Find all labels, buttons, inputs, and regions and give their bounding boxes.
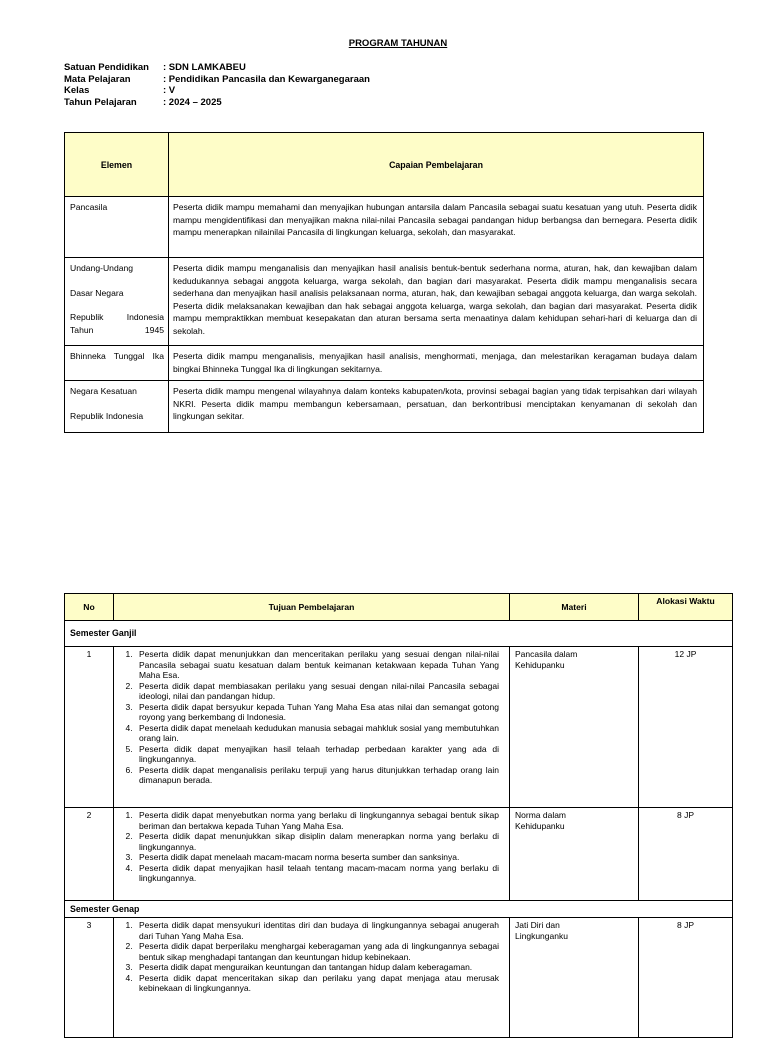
capaian-header: Capaian Pembelajaran — [169, 133, 704, 197]
semester-row — [65, 621, 733, 647]
elemen-text: Dasar Negara — [70, 287, 124, 298]
materi-cell — [510, 647, 639, 808]
materi-text: Kehidupanku — [515, 659, 565, 670]
elemen-cell — [65, 381, 169, 433]
capaian-cell: Peserta didik mampu menganalisis dan menyajikan hasil analisis bentuk-bentuk sederhana norma, aturan, hak, dan kewajiban dalam kedudukannya sebagai anggota keluarga, warga sekolah, dan bagian dari masyarakat. Peserta didik mampu menganalisis secara sederhana dan menyajikan hasil analisis pelaksanaan norma, aturan, hak, dan kewajiban sebagai anggota keluarga, dan warga sekolah. Peserta didik melaksanakan kewajiban dan hak sebagai anggota keluarga, warga sekolah, dan bagian dari masyarakat. Peserta didik mampu mempraktikkan membuat kesepakatan dan aturan bersama serta menaatinya dalam kehidupan sehari-hari di keluarga dan di sekolah. — [169, 258, 704, 346]
identity-row — [64, 85, 370, 97]
elemen-cell — [65, 258, 169, 346]
elemen-text: Undang-Undang — [70, 263, 134, 273]
identity-label: Kelas — [64, 85, 90, 96]
elemen-header: Elemen — [65, 133, 169, 197]
list-item: 5. Peserta didik dapat menyajikan hasil telaah terhadap perbedaan karakter yang ada di lingkungannya. — [135, 744, 499, 765]
identity-label: Mata Pelajaran — [64, 73, 131, 85]
identity-label: Satuan Pendidikan — [64, 62, 149, 73]
table-header-row — [65, 133, 704, 197]
alokasi-cell: 12 JP — [639, 647, 733, 808]
identity-label: Tahun Pelajaran — [64, 96, 137, 108]
tujuan-cell — [114, 647, 510, 808]
materi-text: Jati Diri dan — [515, 920, 560, 930]
identity-value: : 2024 – 2025 — [163, 96, 222, 108]
identity-value: : V — [163, 85, 176, 96]
tujuan-list — [118, 810, 499, 884]
list-item: 4. Peserta didik dapat menyajikan hasil telaah tentang macam-macam norma yang berlaku di lingkungannya. — [135, 863, 499, 884]
capaian-cell: Peserta didik mampu mengenal wilayahnya dalam konteks kabupaten/kota, provinsi sebagai bagian yang tidak terpisahkan dari wilayah NKRI. Peserta didik mampu membangun kebersamaan, persatuan, dan berkontribusi menciptakan kenyamanan di sekolah dan lingkungan sekitar. — [169, 381, 704, 433]
table-row — [65, 197, 704, 258]
list-item: 6. Peserta didik dapat menganalisis perilaku terpuji yang harus ditunjukkan terhadap orang lain dimanapun berada. — [135, 765, 499, 786]
elemen-text: Republik Indonesia Tahun 1945 — [70, 312, 164, 335]
capaian-cell: Peserta didik mampu memahami dan menyajikan hubungan antarsila dalam Pancasila sebagai suatu kesatuan yang utuh. Peserta didik mampu mengidentifikasi dan menyajikan makna nilai-nilai Pancasila sebagai pandangan hidup berbangsa dan bernegara. Peserta didik mampu menerapkan nilainilai Pancasila di lingkungan keluarga, sekolah, dan masyarakat. — [169, 197, 704, 258]
identity-row — [64, 62, 370, 74]
elemen-text: Pancasila — [70, 202, 108, 212]
elemen-text: Bhinneka Tunggal Ika — [70, 351, 164, 361]
table-row — [65, 381, 704, 433]
no-header: No — [65, 594, 114, 621]
table-row — [65, 346, 704, 381]
list-item: 1. Peserta didik dapat mensyukuri identitas diri dan budaya di lingkungannya sebagai anugerah dari Tuhan Yang Maha Esa. — [135, 920, 499, 941]
alokasi-header: Alokasi Waktu — [639, 594, 733, 621]
list-item: 4. Peserta didik dapat menelaah kedudukan manusia sebagai mahkluk sosial yang membutuhkan orang lain. — [135, 723, 499, 744]
list-item: 3. Peserta didik dapat menelaah macam-macam norma beserta sumber dan sanksinya. — [135, 852, 499, 863]
tujuan-cell — [114, 918, 510, 1038]
elemen-cell — [65, 197, 169, 258]
list-item: 1. Peserta didik dapat menyebutkan norma yang berlaku di lingkungannya sebagai bentuk sikap beriman dan bertakwa kepada Tuhan Yang Maha Esa. — [135, 810, 499, 831]
materi-cell — [510, 918, 639, 1038]
document-title: PROGRAM TAHUNAN — [348, 38, 448, 49]
table-row — [65, 647, 733, 808]
alokasi-cell: 8 JP — [639, 808, 733, 901]
capaian-cell: Peserta didik mampu menganalisis, menyajikan hasil analisis, menghormati, menjaga, dan melestarikan keragaman budaya dalam bingkai Bhinneka Tunggal Ika di lingkungan sekitarnya. — [169, 346, 704, 381]
list-item: 2. Peserta didik dapat berperilaku menghargai keberagaman yang ada di lingkungannya sebagai bentuk sikap menghadapi tantangan dan keuntungan hidup kebinekaan. — [135, 941, 499, 962]
table-row — [65, 808, 733, 901]
materi-text: Lingkunganku — [515, 930, 568, 941]
identity-block — [64, 62, 370, 108]
elemen-text: Republik Indonesia — [70, 410, 144, 421]
elemen-cell — [65, 346, 169, 381]
table-row — [65, 258, 704, 346]
list-item: 1. Peserta didik dapat menunjukkan dan menceritakan perilaku yang sesuai dengan nilai-nilai Pancasila sebagai suatu kesatuan dalam bentuk keimanan ketakwaan kepada Tuhan Yang Maha Esa. — [135, 649, 499, 681]
semester-genap-label: Semester Genap — [65, 901, 733, 918]
materi-header: Materi — [510, 594, 639, 621]
row-number: 3 — [65, 918, 114, 1038]
alokasi-cell: 8 JP — [639, 918, 733, 1038]
materi-cell — [510, 808, 639, 901]
tujuan-table — [64, 593, 733, 1038]
identity-row — [64, 74, 370, 86]
tujuan-list — [118, 649, 499, 786]
list-item: 2. Peserta didik dapat membiasakan perilaku yang sesuai dengan nilai-nilai Pancasila sebagai ideologi, nilai dan pandangan hidup. — [135, 681, 499, 702]
semester-row — [65, 901, 733, 918]
identity-value: : Pendidikan Pancasila dan Kewarganegaraan — [163, 73, 370, 85]
table-row — [65, 918, 733, 1038]
row-number: 1 — [65, 647, 114, 808]
list-item: 4. Peserta didik dapat menceritakan sikap dan perilaku yang dapat menjaga atau merusak kebinekaan di lingkungannya. — [135, 973, 499, 994]
tujuan-list — [118, 920, 499, 994]
list-item: 2. Peserta didik dapat menunjukkan sikap disiplin dalam menerapkan norma yang berlaku di lingkungannya. — [135, 831, 499, 852]
elemen-text: Negara Kesatuan — [70, 386, 137, 396]
identity-row — [64, 97, 370, 109]
semester-ganjil-label: Semester Ganjil — [65, 621, 733, 647]
materi-text: Kehidupanku — [515, 820, 565, 831]
list-item: 3. Peserta didik dapat bersyukur kepada Tuhan Yang Maha Esa atas nilai dan semangat gotong royong yang berkembang di Indonesia. — [135, 702, 499, 723]
tujuan-header: Tujuan Pembelajaran — [114, 594, 510, 621]
capaian-table — [64, 132, 704, 433]
list-item: 3. Peserta didik dapat menguraikan keuntungan dan tantangan hidup dalam keberagaman. — [135, 962, 499, 973]
materi-text: Norma dalam — [515, 810, 567, 820]
tujuan-cell — [114, 808, 510, 901]
materi-text: Pancasila dalam — [515, 649, 578, 659]
identity-value: : SDN LAMKABEU — [163, 62, 246, 73]
table-header-row — [65, 594, 733, 621]
row-number: 2 — [65, 808, 114, 901]
